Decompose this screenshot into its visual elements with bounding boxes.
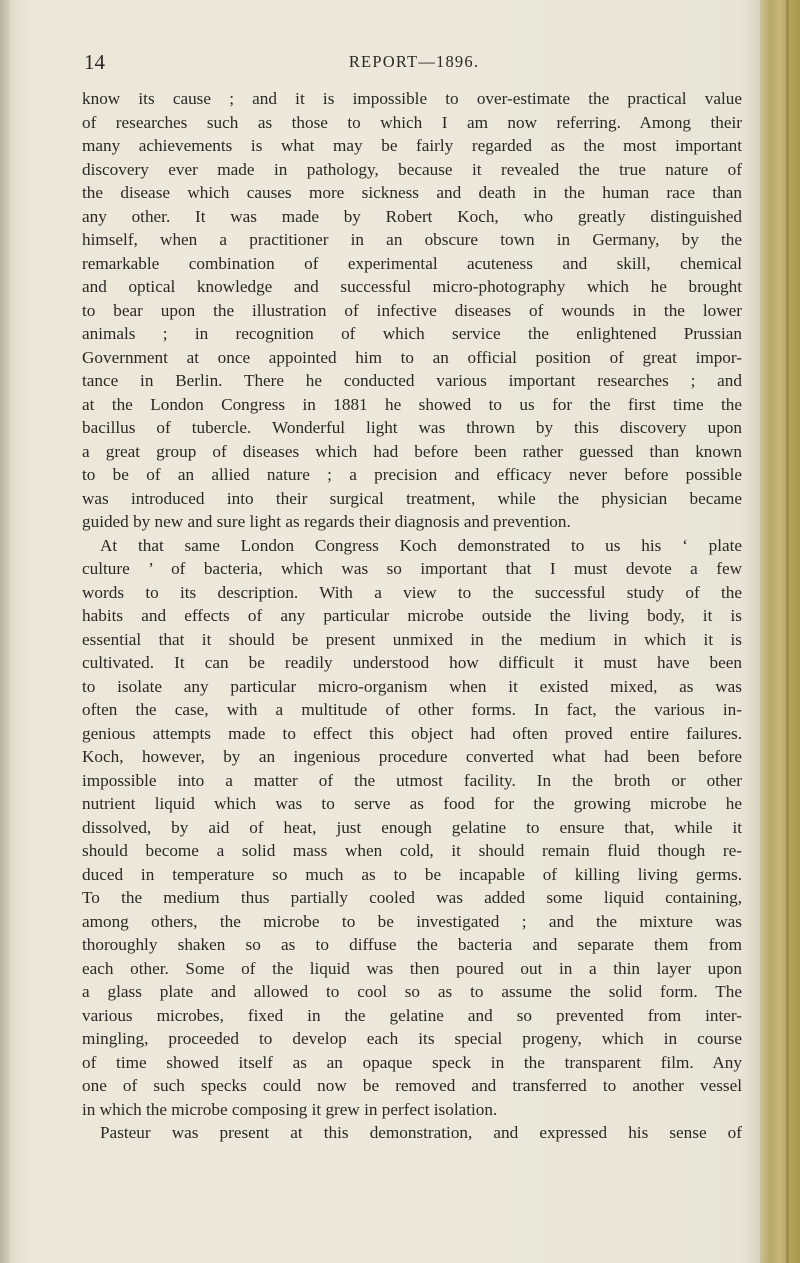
text-line: cultivated. It can be readily understood how difficult it must have been (82, 653, 742, 672)
text-line: himself, when a practitioner in an obscure town in Germany, by the (82, 230, 742, 249)
spine-shadow-line (786, 0, 789, 1263)
text-line: tance in Berlin. There he conducted various important researches ; and (82, 371, 742, 390)
page-header (84, 50, 744, 80)
text-line: in which the microbe composing it grew in perfect isolation. (82, 1099, 498, 1119)
text-line: and optical knowledge and successful micro-photography which he brought (82, 277, 742, 296)
text-line: each other. Some of the liquid was then poured out in a thin layer upon (82, 958, 742, 978)
text-line: at the London Congress in 1881 he showed to us for the first time the (82, 394, 742, 414)
text-line: various microbes, fixed in the gelatine and so prevented from inter- (82, 1005, 742, 1025)
text-line: animals ; in recognition of which service the enlightened Prussian (82, 324, 742, 343)
text-line: thoroughly shaken so as to diffuse the bacteria and separate them from (82, 935, 742, 954)
text-line: many achievements is what may be fairly regarded as the most important (82, 136, 742, 155)
text-line: bacillus of tubercle. Wonderful light was thrown by this discovery upon (82, 418, 742, 437)
text-line: Pasteur was present at this demonstration, and expressed his sense of (100, 1123, 742, 1142)
text-line: At that same London Congress Koch demonstrated to us his ‘ plate (100, 535, 742, 555)
text-line: the disease which causes more sickness and death in the human race than (82, 183, 742, 202)
text-line: duced in temperature so much as to be incapable of killing living germs. (82, 864, 742, 884)
text-line: dissolved, by aid of heat, just enough gelatine to ensure that, while it (82, 817, 742, 837)
text-line: genious attempts made to effect this object had often proved entire failures. (82, 723, 742, 743)
text-line: among others, the microbe to be investigated ; and the mixture was (82, 911, 742, 931)
book-spine-edge (760, 0, 800, 1263)
text-line: a great group of diseases which had before been rather guessed than known (82, 441, 742, 461)
text-line: impossible into a matter of the utmost facility. In the broth or other (82, 770, 742, 790)
text-line: To the medium thus partially cooled was added some liquid containing, (82, 888, 742, 907)
page-left-edge (0, 0, 10, 1263)
text-line: know its cause ; and it is impossible to over-estimate the practical value (82, 89, 742, 108)
text-line: any other. It was made by Robert Koch, who greatly distinguished (82, 206, 742, 226)
text-line: Government at once appointed him to an official position of great impor- (82, 347, 742, 367)
text-line: to isolate any particular micro-organism when it existed mixed, as was (82, 676, 742, 696)
text-line: mingling, proceeded to develop each its special progeny, which in course (82, 1029, 742, 1048)
text-line: of time showed itself as an opaque speck in the transparent film. Any (82, 1052, 742, 1072)
text-line: remarkable combination of experimental acuteness and skill, chemical (82, 253, 742, 273)
text-line: culture ’ of bacteria, which was so important that I must devote a few (82, 559, 742, 578)
text-line: a glass plate and allowed to cool so as to assume the solid form. The (82, 982, 742, 1001)
text-line: should become a solid mass when cold, it should remain fluid though re- (82, 841, 742, 860)
text-line: one of such specks could now be removed and transferred to another vessel (82, 1076, 742, 1095)
text-line: words to its description. With a view to the successful study of the (82, 582, 742, 602)
body-text (82, 87, 742, 1145)
text-line: to bear upon the illustration of infective diseases of wounds in the lower (82, 300, 742, 320)
text-line: discovery ever made in pathology, because it revealed the true nature of (82, 159, 742, 179)
page-number: 14 (84, 50, 105, 74)
text-line: Koch, however, by an ingenious procedure converted what had been before (82, 747, 742, 766)
text-line: habits and effects of any particular microbe outside the living body, it is (82, 606, 742, 625)
running-head: REPORT—1896. (348, 52, 480, 71)
text-line: of researches such as those to which I am now referring. Among their (82, 112, 742, 132)
text-line: was introduced into their surgical treatment, while the physician became (82, 488, 742, 508)
text-line: essential that it should be present unmixed in the medium in which it is (82, 629, 742, 649)
text-line: often the case, with a multitude of other forms. In fact, the various in- (82, 700, 742, 719)
text-line: to be of an allied nature ; a precision and efficacy never before possible (82, 465, 742, 484)
text-line: nutrient liquid which was to serve as food for the growing microbe he (82, 794, 742, 813)
text-line: guided by new and sure light as regards their diagnosis and prevention. (82, 512, 571, 531)
